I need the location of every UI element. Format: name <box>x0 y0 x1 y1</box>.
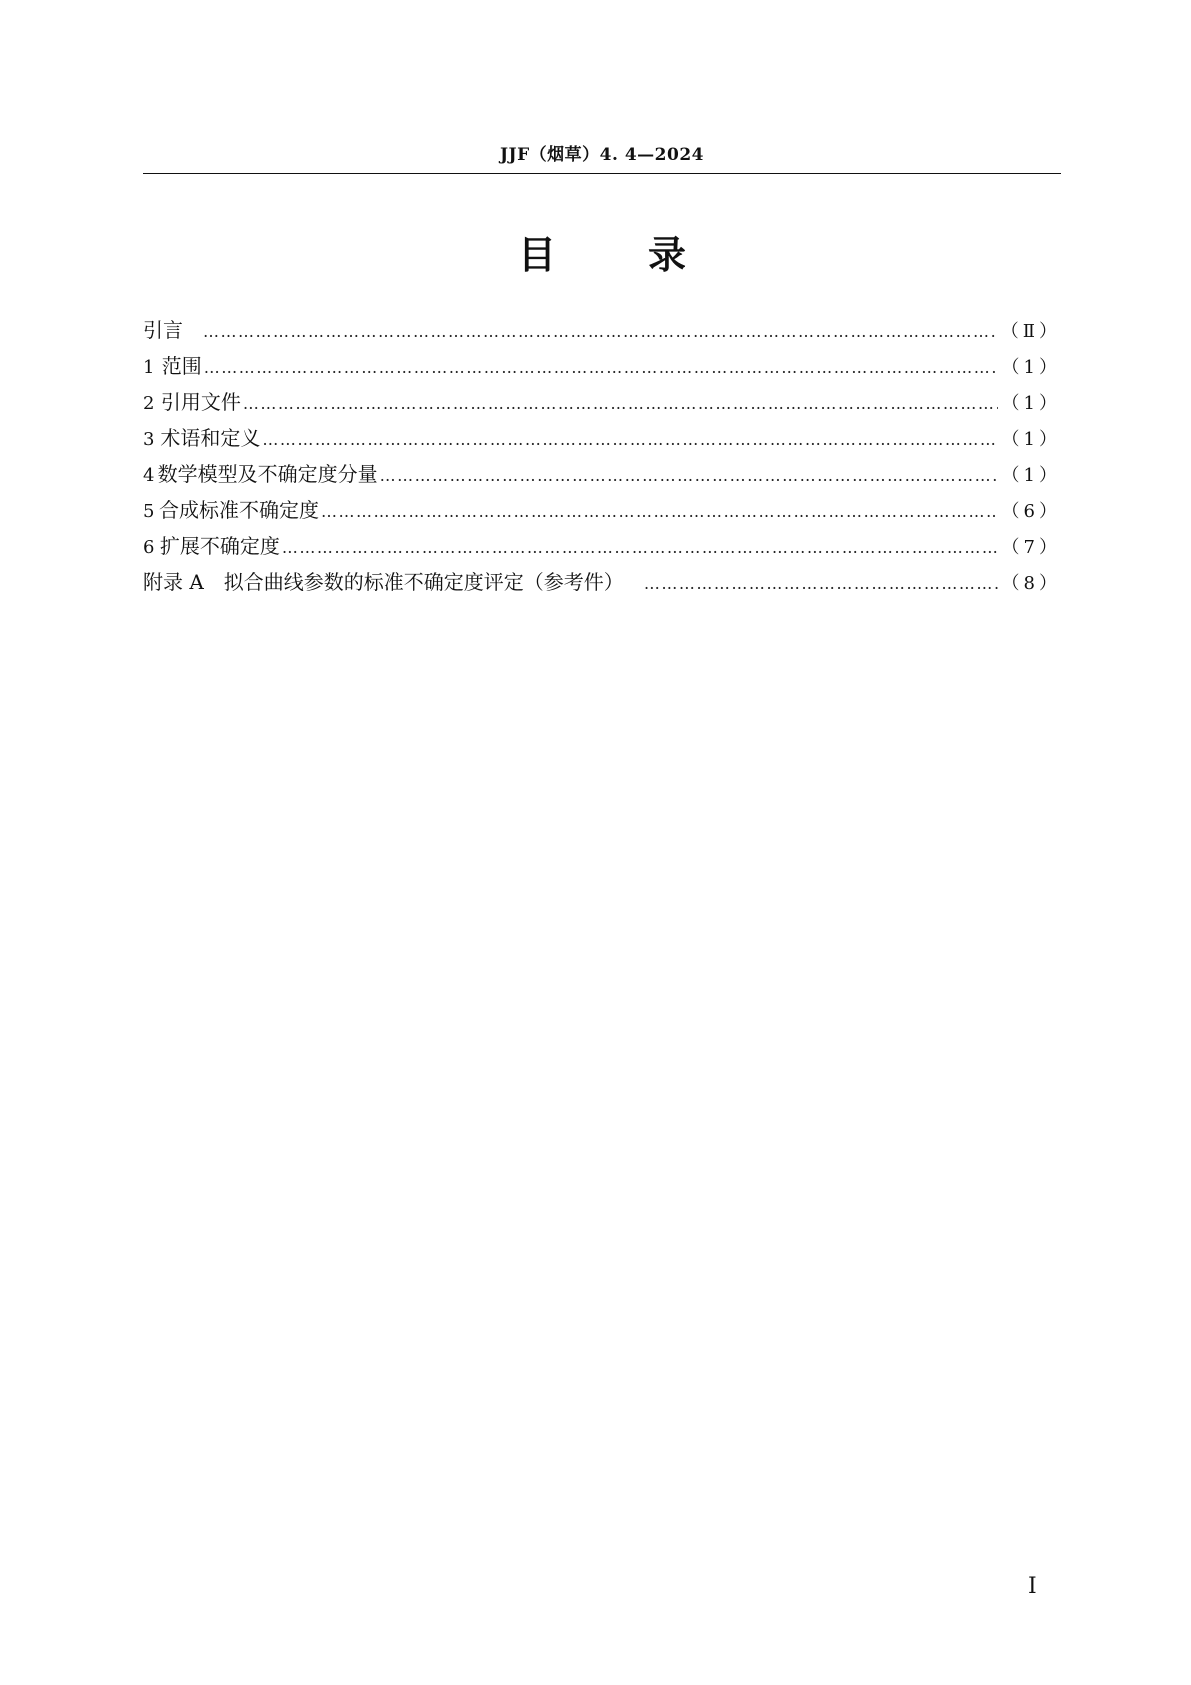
toc-entry-mathematical-model[interactable] <box>143 456 1061 492</box>
toc-entry-combined-uncertainty[interactable] <box>143 492 1061 528</box>
page-header-standard-code: JJF（烟草）4. 4—2024 <box>500 145 704 165</box>
toc-leader-dots <box>644 566 998 602</box>
toc-entry-normative-references[interactable] <box>143 384 1061 420</box>
toc-entry-page: （1） <box>1001 357 1061 378</box>
toc-leader-dots <box>204 350 998 386</box>
toc-entry-label: 引言 <box>143 318 183 342</box>
toc-entry-page: （6） <box>1001 501 1061 522</box>
toc-entry-label: 扩展不确定度 <box>159 534 280 558</box>
toc-leader-dots <box>203 314 997 350</box>
toc-entry-appendix-a[interactable] <box>143 564 1061 600</box>
toc-entry-number: 2 <box>143 393 155 414</box>
toc-entry-number: 5 <box>143 501 155 522</box>
toc-list <box>143 312 1061 600</box>
toc-title-char-2: 录 <box>648 233 687 277</box>
page-number: Ⅰ <box>1028 1574 1037 1599</box>
toc-entry-label: 引用文件 <box>160 390 241 414</box>
toc-entry-expanded-uncertainty[interactable] <box>143 528 1061 564</box>
toc-entry-page: （7） <box>1001 537 1061 558</box>
toc-leader-dots <box>321 494 998 530</box>
toc-title-char-1: 目 <box>517 233 556 277</box>
toc-leader-dots <box>262 422 997 458</box>
toc-entry-label: 术语和定义 <box>160 426 261 450</box>
toc-entry-page: （1） <box>1001 429 1061 450</box>
toc-entry-terms-definitions[interactable] <box>143 420 1061 456</box>
toc-entry-introduction[interactable] <box>143 312 1061 348</box>
toc-entry-page: （8） <box>1001 573 1061 594</box>
toc-entry-page: （1） <box>1001 465 1061 486</box>
toc-title <box>143 224 1061 279</box>
toc-leader-dots <box>380 458 998 494</box>
toc-entry-label: 附录 A 拟合曲线参数的标准不确定度评定（参考件） <box>143 570 624 594</box>
toc-entry-number: 3 <box>143 429 155 450</box>
toc-entry-label: 范围 <box>161 354 202 378</box>
toc-entry-label: 数学模型及不确定度分量 <box>157 462 378 486</box>
toc-entry-page: （Ⅱ） <box>1000 321 1061 342</box>
toc-entry-number: 4 <box>143 465 155 486</box>
toc-entry-number: 1 <box>143 357 155 378</box>
header-divider <box>143 173 1061 174</box>
toc-entry-label: 合成标准不确定度 <box>159 498 319 522</box>
toc-leader-dots <box>282 530 998 566</box>
toc-leader-dots <box>243 386 998 422</box>
toc-entry-page: （1） <box>1001 393 1061 414</box>
toc-entry-number: 6 <box>143 537 155 558</box>
toc-entry-scope[interactable] <box>143 348 1061 384</box>
